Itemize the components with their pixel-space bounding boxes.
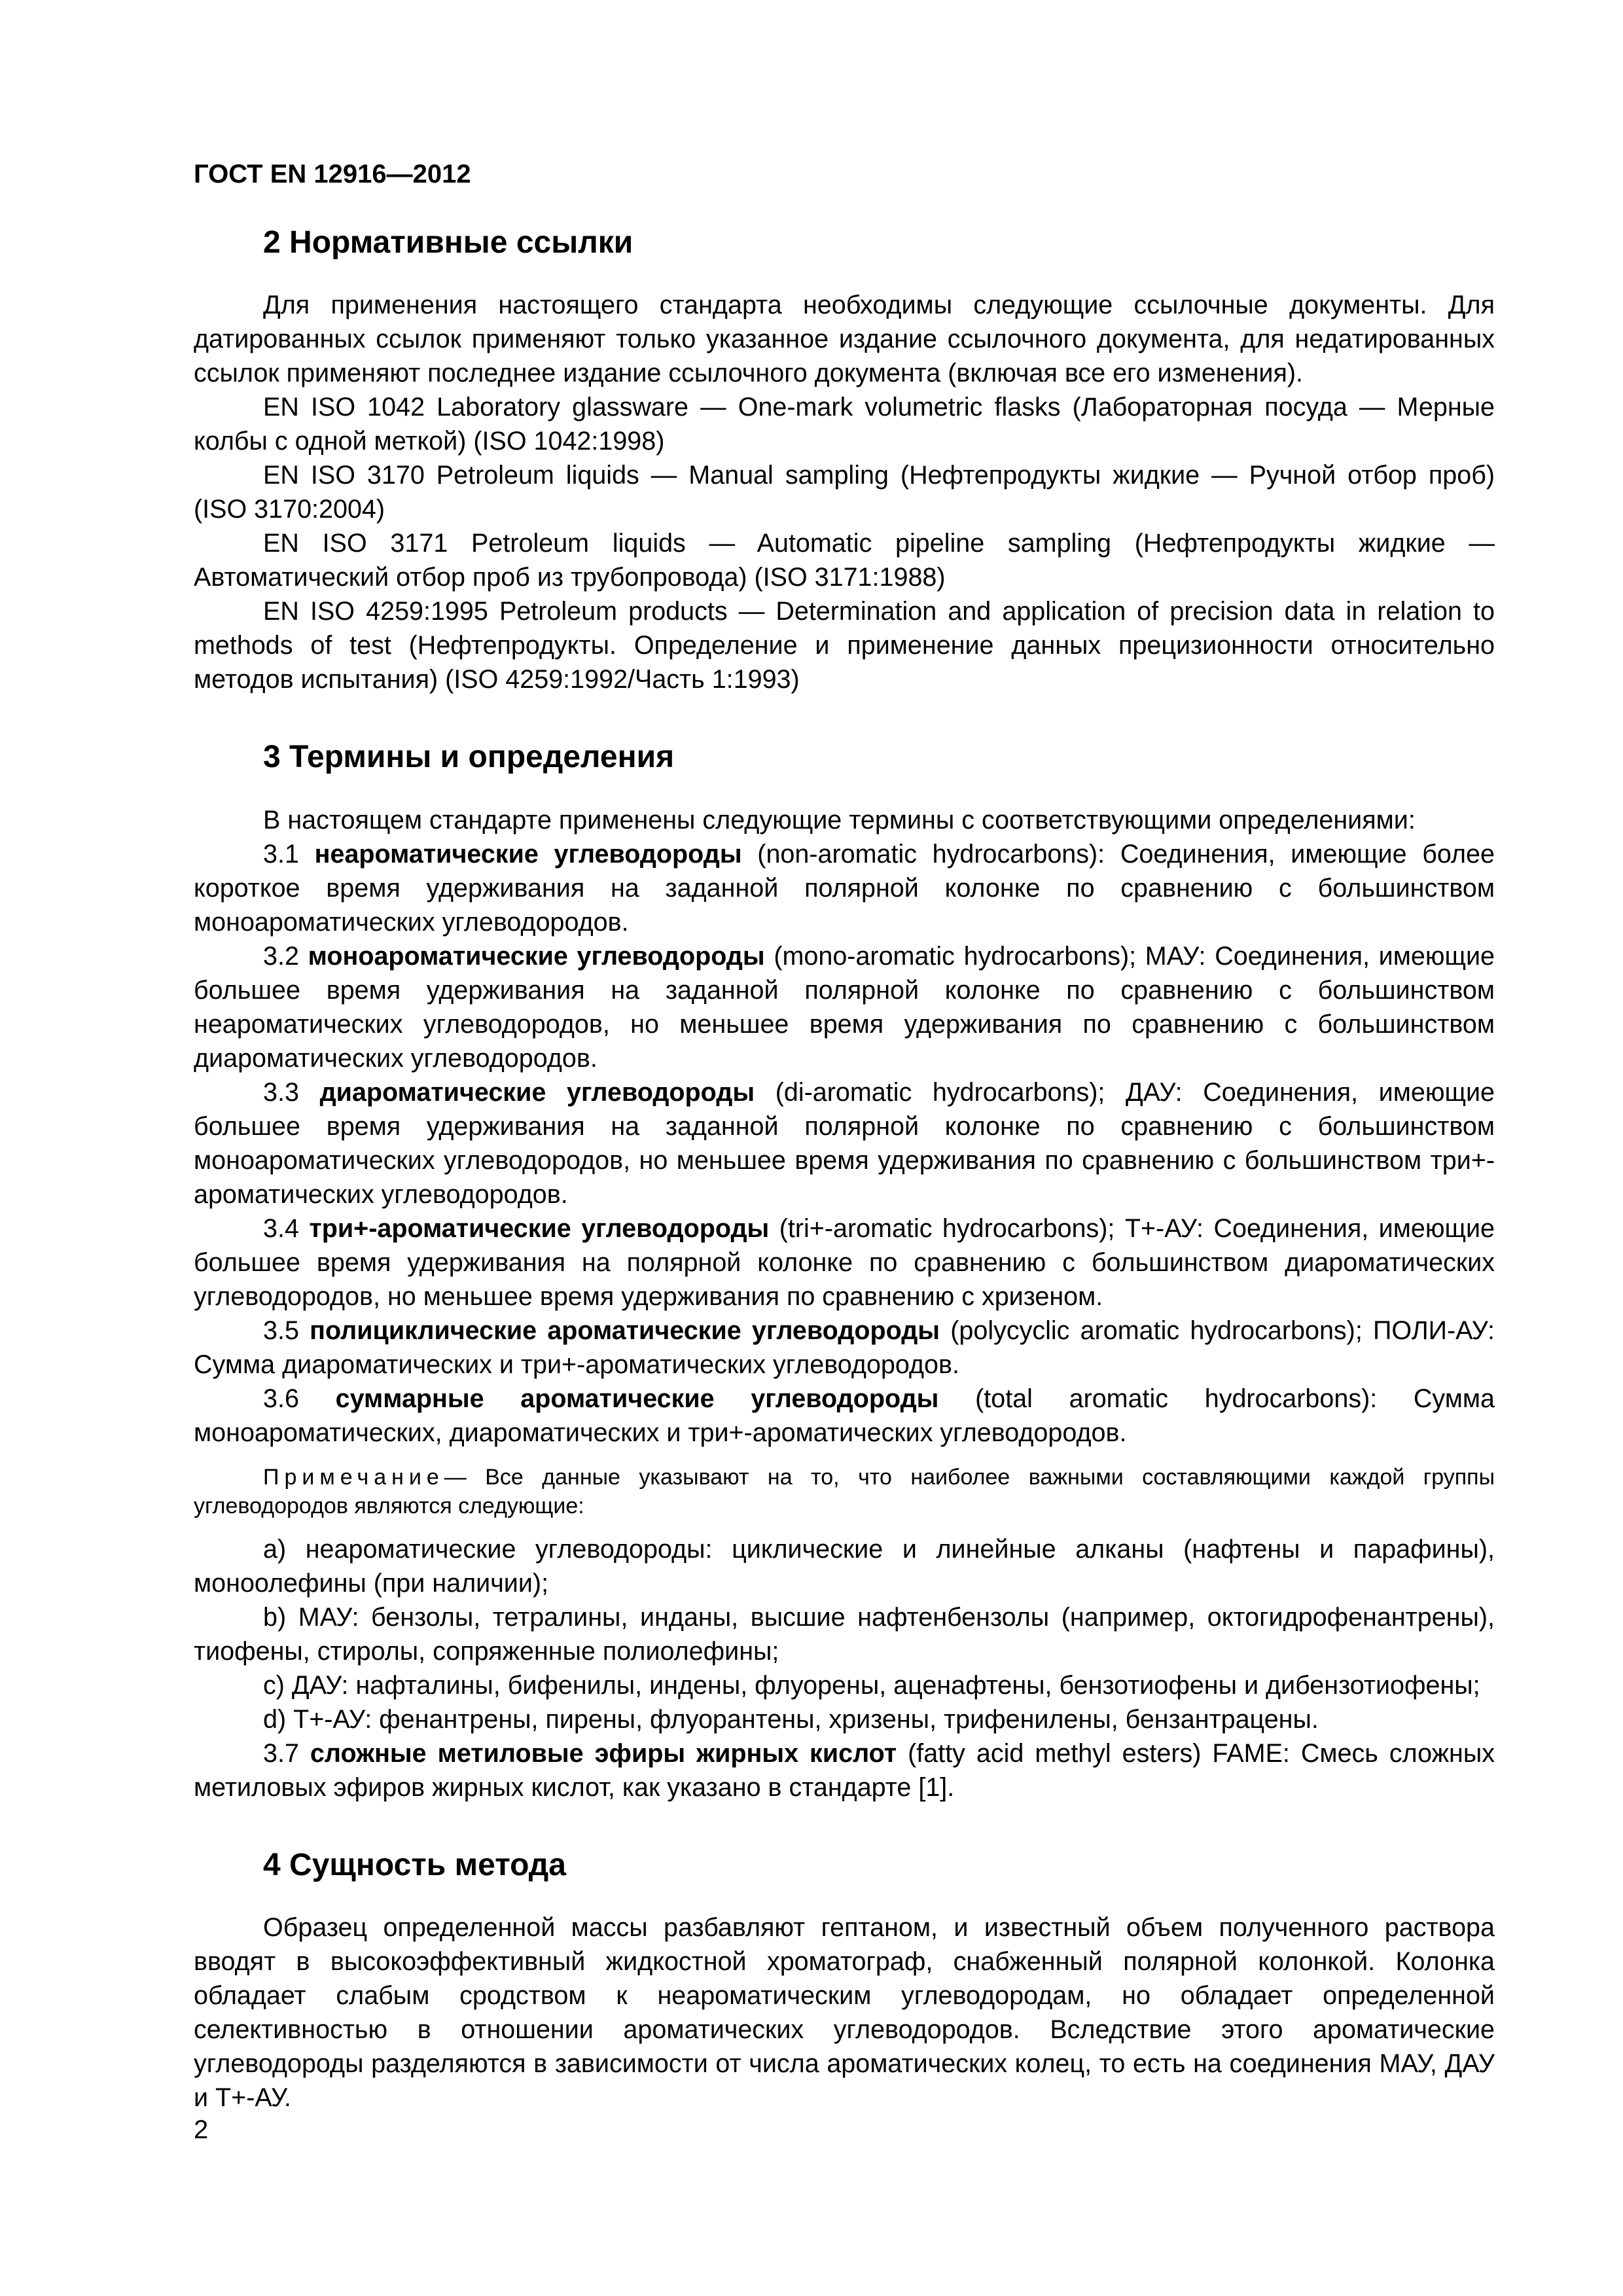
term-definition: (tri+-aromatic hydrocarbons); Т+-АУ: Соединения, имеющие большее время удерживания на полярной колонке по сравнению с большинством диароматических углеводородов, но меньшее время удерживания по сравнению с хризеном. xyxy=(194,1213,1495,1311)
section-3-title: 3 Термины и определения xyxy=(263,740,675,775)
list-item-c: c) ДАУ: нафталины, бифенилы, индены, флуорены, аценафтены, бензотиофены и дибензотиофены; xyxy=(263,1670,1480,1700)
term-number: 3.7 xyxy=(263,1738,299,1768)
section-3-intro: В настоящем стандарте применены следующие термины с соответствующими определениями: xyxy=(263,805,1416,834)
list-item-b: b) МАУ: бензолы, тетралины, инданы, высшие нафтенбензолы (например, октогидрофенантрены), тиофены, стиролы, сопряженные полиолефины; xyxy=(194,1602,1495,1666)
term-name: сложные метиловые эфиры жирных кислот xyxy=(310,1738,897,1768)
term-number: 3.3 xyxy=(263,1077,299,1107)
note-label: Примечание xyxy=(263,1464,444,1490)
term-name: неароматические углеводороды xyxy=(314,839,742,869)
term-3-6 xyxy=(194,1382,1495,1450)
term-3-5 xyxy=(194,1314,1495,1382)
section-4-title: 4 Сущность метода xyxy=(263,1847,566,1882)
list-item-d: d) Т+-АУ: фенантрены, пирены, флуорантены, хризены, трифенилены, бензантрацены. xyxy=(263,1704,1319,1734)
term-definition: (fatty acid methyl esters) FAME: Смесь сложных метиловых эфиров жирных кислот, как указано в стандарте [1]. xyxy=(194,1738,1495,1802)
term-name: суммарные ароматические углеводороды xyxy=(335,1384,939,1413)
term-3-7 xyxy=(194,1736,1495,1804)
term-3-1 xyxy=(194,837,1495,939)
term-name: моноароматические углеводороды xyxy=(308,941,765,971)
term-number: 3.1 xyxy=(263,839,299,869)
section-terms-definitions xyxy=(194,737,1495,1804)
page-content xyxy=(194,223,1495,2115)
term-definition: (di-aromatic hydrocarbons); ДАУ: Соединения, имеющие большее время удерживания на заданной полярной колонке по сравнению с большинством моноароматических углеводородов, но меньшее время удерживания по сравнению с большинством три+-ароматических углеводородов. xyxy=(194,1077,1495,1209)
term-number: 3.2 xyxy=(263,941,299,971)
note-text: — Все данные указывают на то, что наиболее важными составляющими каждой группы углеводородов являются следующие: xyxy=(194,1464,1495,1518)
page-number: 2 xyxy=(194,2115,209,2144)
reference-iso-3170: EN ISO 3170 Petroleum liquids — Manual sampling (Нефтепродукты жидкие — Ручной отбор проб) (ISO 3170:2004) xyxy=(194,461,1495,524)
term-3-3 xyxy=(194,1075,1495,1211)
reference-iso-1042: EN ISO 1042 Laboratory glassware — One-mark volumetric flasks (Лабораторная посуда — Мерные колбы с одной меткой) (ISO 1042:1998) xyxy=(194,393,1495,456)
section-4-text: Образец определенной массы разбавляют гептаном, и известный объем полученного раствора вводят в высокоэффективный жидкостной хроматограф, снабженный полярной колонкой. Колонка обладает слабым сродством к неароматическим углеводородам, но обладает определенной селективностью в отношении ароматических углеводородов. Вследствие этого ароматические углеводороды разделяются в зависимости от числа ароматических колец, то есть на соединения МАУ, ДАУ и Т+-АУ. xyxy=(194,1913,1495,2113)
section-2-intro: Для применения настоящего стандарта необходимы следующие ссылочные документы. Для датированных ссылок применяют только указанное издание ссылочного документа, для недатированных ссылок применяют последнее издание ссылочного документа (включая все его изменения). xyxy=(194,291,1495,388)
section-method-essence xyxy=(194,1845,1495,2115)
term-name: диароматические углеводороды xyxy=(319,1077,755,1107)
term-3-4 xyxy=(194,1211,1495,1314)
term-number: 3.6 xyxy=(263,1384,299,1413)
note xyxy=(194,1463,1495,1520)
term-definition: (mono-aromatic hydrocarbons); МАУ: Соединения, имеющие большее время удерживания на заданной полярной колонке по сравнению с большинством неароматических углеводородов, но меньшее время удерживания по сравнению с большинством диароматических углеводородов. xyxy=(194,941,1495,1073)
list-item-a: а) неароматические углеводороды: циклические и линейные алканы (нафтены и парафины), моноолефины (при наличии); xyxy=(194,1534,1495,1598)
term-number: 3.5 xyxy=(263,1316,299,1345)
term-3-2 xyxy=(194,939,1495,1075)
term-definition: (total aromatic hydrocarbons): Сумма моноароматических, диароматических и три+-ароматических углеводородов. xyxy=(194,1384,1495,1447)
section-normative-references xyxy=(194,223,1495,696)
section-2-title: 2 Нормативные ссылки xyxy=(263,225,633,260)
term-definition: (polycyclic aromatic hydrocarbons); ПОЛИ-АУ: Сумма диароматических и три+-ароматических углеводородов. xyxy=(194,1316,1495,1379)
term-definition: (non-aromatic hydrocarbons): Соединения, имеющие более короткое время удерживания на заданной полярной колонке по сравнению с большинством моноароматических углеводородов. xyxy=(194,839,1495,937)
document-header: ГОСТ EN 12916—2012 xyxy=(194,160,471,188)
term-name: полициклические ароматические углеводороды xyxy=(310,1316,940,1345)
reference-iso-3171: EN ISO 3171 Petroleum liquids — Automatic pipeline sampling (Нефтепродукты жидкие — Автоматический отбор проб из трубопровода) (ISO 3171:1988) xyxy=(194,529,1495,592)
reference-iso-4259: EN ISO 4259:1995 Petroleum products — Determination and application of precision data in relation to methods of test (Нефтепродукты. Определение и применение данных прецизионности относительно методов испытания) (ISO 4259:1992/Часть 1:1993) xyxy=(194,597,1495,694)
term-name: три+-ароматические углеводороды xyxy=(309,1213,770,1243)
term-number: 3.4 xyxy=(263,1213,299,1243)
